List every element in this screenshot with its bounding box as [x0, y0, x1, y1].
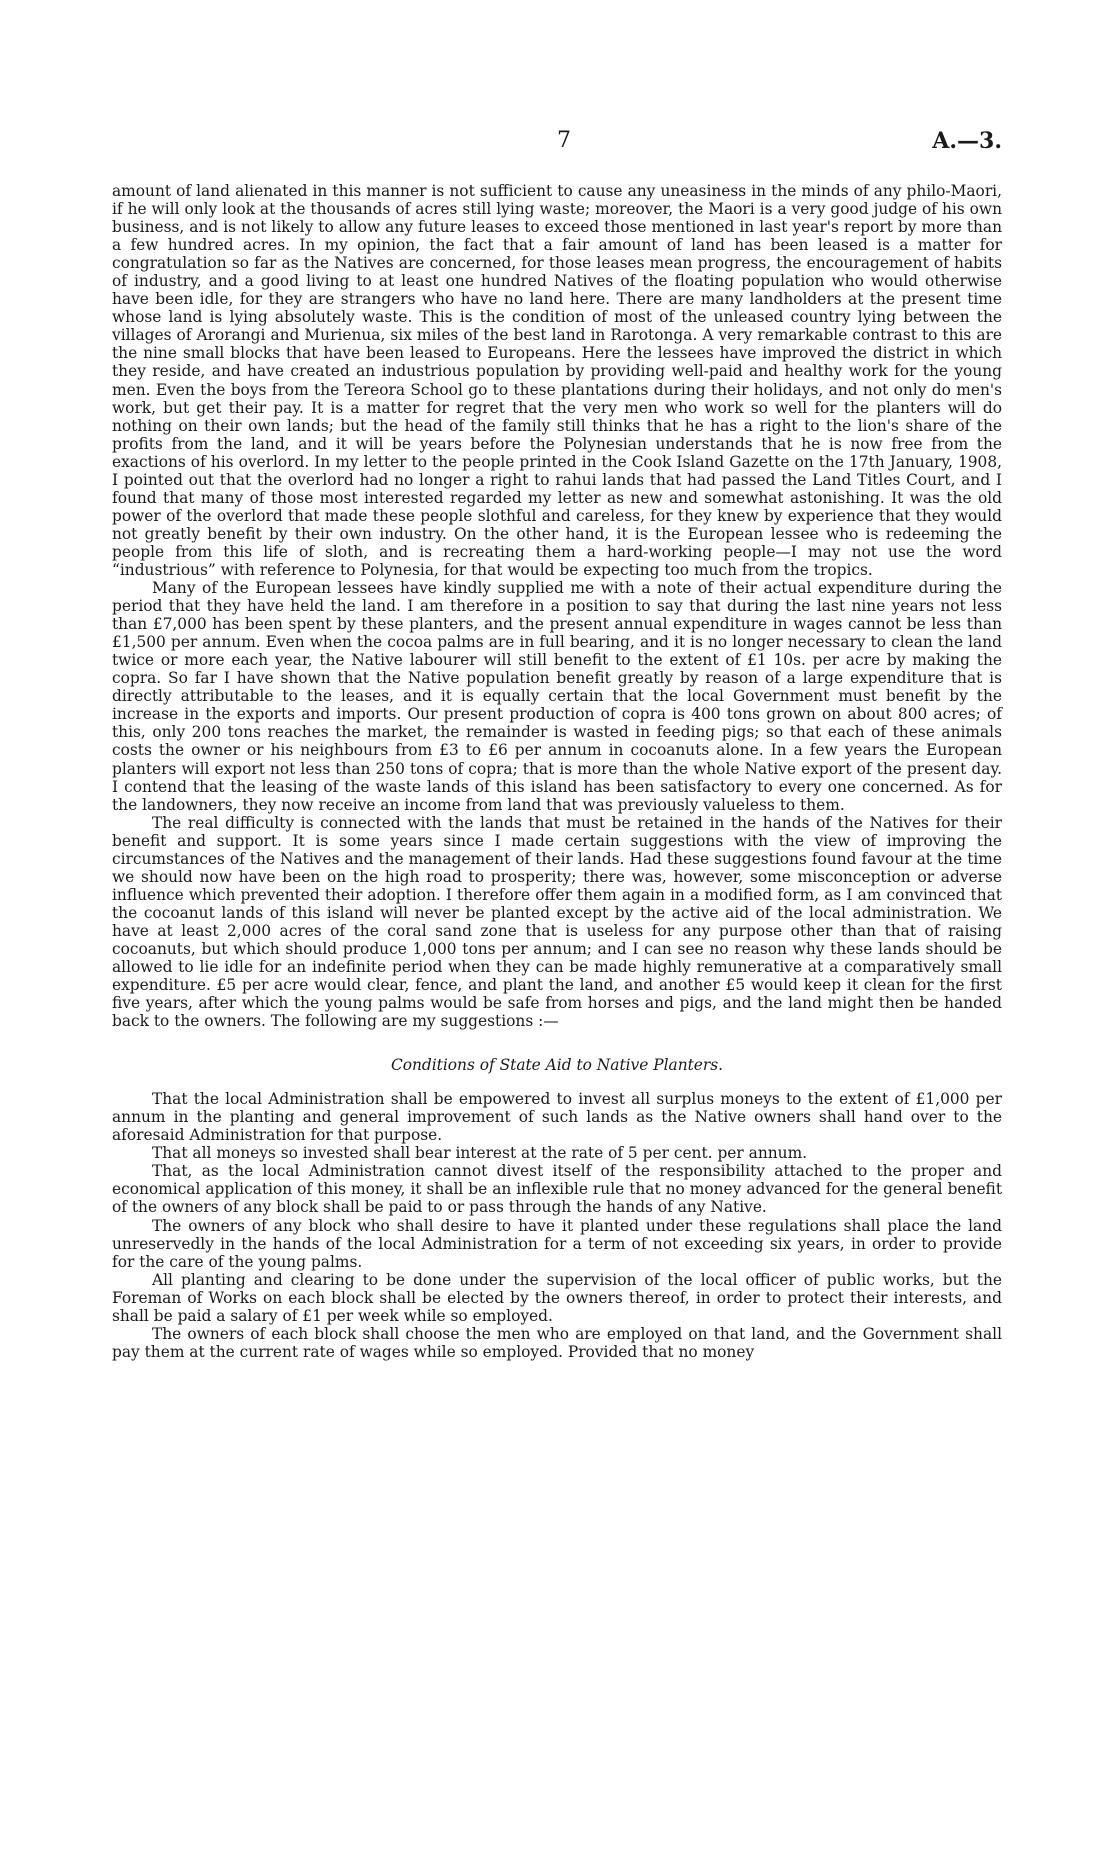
- paragraph-1: amount of land alienated in this manner is not sufficient to cause any uneasiness in the minds of any philo-Maori, if he will only look at the thousands of acres still lying waste; moreover, the Maori is a very good judge of his own business, and is not likely to allow any future leases to exceed those mentioned in last year's report by more than a few hundred acres. In my opinion, the fact that a fair amount of land has been leased is a matter for congratulation so far as the Natives are concerned, for those leases mean progress, the encouragement of habits of industry, and a good living to at least one hundred Natives of the floating population who would otherwise have been idle, for they are strangers who have no land here. There are many landholders at the present time whose land is lying absolutely waste. This is the condition of most of the unleased country lying between the villages of Arorangi and Murienua, six miles of the best land in Rarotonga. A very remarkable contrast to this are the nine small blocks that have been leased to Europeans. Here the lessees have improved the district in which they reside, and have created an industrious population by providing well-paid and healthy work for the young men. Even the boys from the Tereora School go to these plantations during their holidays, and not only do men's work, but get their pay. It is a matter for regret that the very men who work so well for the planters will do nothing on their own lands; but the head of the family still thinks that he has a right to the lion's share of the profits from the land, and it will be years before the Polynesian understands that he is now free from the exactions of his overlord. In my letter to the people printed in the Cook Island Gazette on the 17th January, 1908, I pointed out that the overlord had no longer a right to rahui lands that had passed the Land Titles Court, and I found that many of those most interested regarded my letter as new and somewhat astonishing. It was the old power of the overlord that made these people slothful and careless, for they knew by experience that they would not greatly benefit by their own industry. On the other hand, it is the European lessee who is redeeming the people from this life of sloth, and is recreating them a hard-working people—I may not use the word “industrious” with reference to Polynesia, for that would be expecting too much from the tropics.: [112, 182, 1002, 579]
- paragraph-3: The real difficulty is connected with the lands that must be retained in the hands of the Natives for their benefit and support. It is some years since I made certain suggestions with the view of improving the circumstances of the Natives and the management of their lands. Had these suggestions found favour at the time we should now have been on the high road to prosperity; there was, however, some misconception or adverse influence which prevented their adoption. I therefore offer them again in a modified form, as I am convinced that the cocoanut lands of this island will never be planted except by the active aid of the local administration. We have at least 2,000 acres of the coral sand zone that is useless for any purpose other than that of raising cocoanuts, but which should produce 1,000 tons per annum; and I can see no reason why these lands should be allowed to lie idle for an indefinite period when they can be made highly remunerative at a comparatively small expenditure. £5 per acre would clear, fence, and plant the land, and another £5 would keep it clean for the first five years, after which the young palms would be safe from horses and pigs, and the land might then be handed back to the owners. The following are my suggestions :—: [112, 813, 1002, 1031]
- condition-4: The owners of any block who shall desire to have it planted under these regulations shall place the land unreservedly in the hands of the local Administration for a term of not exceeding six years, in order to provide for the care of the young palms.: [112, 1216, 1002, 1271]
- condition-1: That the local Administration shall be empowered to invest all surplus moneys to the extent of £1,000 per annum in the planting and general improvement of such lands as the Native owners shall hand over to the aforesaid Administration for that purpose.: [112, 1090, 1002, 1145]
- condition-5: All planting and clearing to be done under the supervision of the local officer of public works, but the Foreman of Works on each block shall be elected by the owners thereof, in order to protect their interests, and shall be paid a salary of £1 per week while so employed.: [112, 1270, 1002, 1325]
- body-text: [112, 182, 1002, 1361]
- condition-6: The owners of each block shall choose the men who are employed on that land, and the Government shall pay them at the current rate of wages while so employed. Provided that no money: [112, 1324, 1002, 1361]
- page-header: [112, 128, 1002, 168]
- page-number: 7: [557, 128, 571, 153]
- section-heading: Conditions of State Aid to Native Planters.: [390, 1056, 724, 1075]
- document-page: [112, 128, 1002, 1361]
- paragraph-2: Many of the European lessees have kindly supplied me with a note of their actual expenditure during the period that they have held the land. I am therefore in a position to say that during the last nine years not less than £7,000 has been spent by these planters, and the present annual expenditure in wages cannot be less than £1,500 per annum. Even when the cocoa palms are in full bearing, and it is no longer necessary to clean the land twice or more each year, the Native labourer will still benefit to the extent of £1 10s. per acre by making the copra. So far I have shown that the Native population benefit greatly by reason of a large expenditure that is directly attributable to the leases, and it is equally certain that the local Government must benefit by the increase in the exports and imports. Our present production of copra is 400 tons grown on about 800 acres; of this, only 200 tons reaches the market, the remainder is wasted in feeding pigs; so that each of these animals costs the owner or his neighbours from £3 to £6 per annum in cocoanuts alone. In a few years the European planters will export not less than 250 tons of copra; that is more than the whole Native export of the present day. I contend that the leasing of the waste lands of this island has been satisfactory to every one concerned. As for the landowners, they now receive an income from land that was previously valueless to them.: [112, 579, 1002, 814]
- document-reference: A.—3.: [932, 128, 1002, 154]
- condition-3: That, as the local Administration cannot divest itself of the responsibility attached to the proper and economical application of this money, it shall be an inflexible rule that no money advanced for the general benefit of the owners of any block shall be paid to or pass through the hands of any Native.: [112, 1162, 1002, 1217]
- condition-2: That all moneys so invested shall bear interest at the rate of 5 per cent. per annum.: [152, 1144, 808, 1163]
